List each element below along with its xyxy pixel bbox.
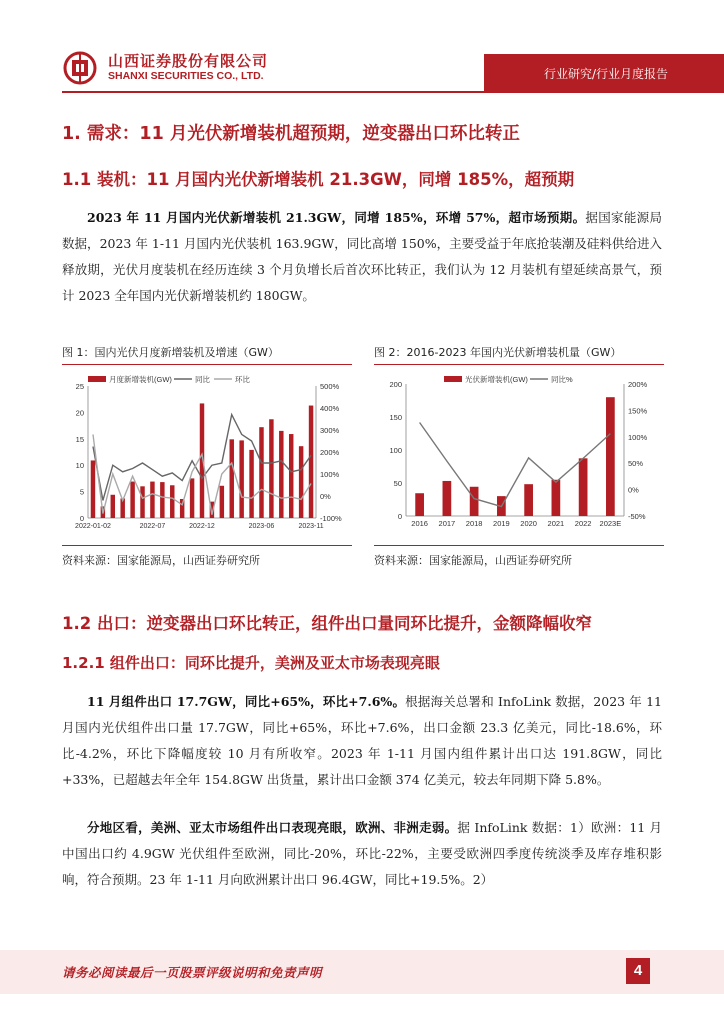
bar [259, 427, 263, 518]
x-tick-label: 2023E [599, 519, 622, 528]
x-tick-label: 2018 [465, 519, 483, 528]
legend-swatch-bar [88, 376, 106, 382]
x-tick-label: 2021 [547, 519, 565, 528]
paragraph-lead: 分地区看，美洲、亚太市场组件出口表现亮眼，欧洲、非洲走弱。 [87, 820, 458, 835]
bar [91, 460, 95, 518]
y-left-tick-label: 25 [75, 382, 84, 391]
chart-annual-installations [374, 368, 664, 544]
bar [552, 480, 561, 516]
y-left-tick-label: 5 [79, 487, 84, 497]
bar [269, 419, 273, 518]
bar [443, 481, 452, 516]
bar [220, 486, 224, 518]
section-heading-1-2: 1.2 出口：逆变器出口环比转正，组件出口量同环比提升，金额降幅收窄 [62, 614, 592, 633]
paragraph-lead: 11 月组件出口 17.7GW，同比+65%，环比+7.6%。 [87, 694, 406, 709]
bar [279, 431, 283, 518]
paragraph-regional-exports [62, 815, 662, 893]
y-left-tick-label: 0 [397, 512, 402, 521]
bar [524, 484, 533, 516]
bar [299, 446, 303, 518]
y-right-tick-label: 150% [628, 406, 648, 416]
x-tick-label: 2023-11 [298, 523, 324, 530]
section-heading-1-1: 1.1 装机：11 月国内光伏新增装机 21.3GW，同增 185%，超预期 [62, 170, 575, 189]
section-heading-1: 1. 需求：11 月光伏新增装机超预期，逆变器出口环比转正 [62, 124, 520, 144]
header-bar-fill [484, 54, 724, 92]
x-tick-label: 2022-01-02 [75, 523, 111, 530]
y-right-tick-label: 400% [320, 404, 340, 413]
figure-2-title: 图 2：2016-2023 年国内光伏新增装机量（GW） [374, 346, 622, 359]
y-left-tick-label: 0 [79, 514, 84, 523]
bar [579, 458, 588, 516]
bar [160, 482, 164, 518]
paragraph-body: 据 InfoLink 数据：1）欧洲：11 月中国出口约 4.9GW 光伏组件至欧洲，同比-20%，环比-22%，主要受欧洲四季度传统淡季及库存堆积影响，符合预期。23 年 1-11 月向欧洲累计出口 96.4GW，同比+19.5%。2） [62, 820, 662, 887]
y-right-tick-label: 200% [628, 380, 648, 389]
company-name-cn: 山西证券股份有限公司 [108, 52, 269, 70]
page-number: 4 [626, 958, 650, 984]
figure-1-source: 资料来源：国家能源局，山西证券研究所 [62, 554, 260, 567]
company-name-en: SHANXI SECURITIES CO., LTD. [108, 70, 264, 82]
legend-label: 环比 [235, 375, 250, 384]
bar [111, 495, 115, 518]
bar [606, 397, 615, 516]
bar [289, 434, 293, 518]
bar [239, 440, 243, 518]
y-right-tick-label: 500% [320, 382, 340, 391]
paragraph-body: 根据海关总署和 InfoLink 数据，2023 年 11 月国内光伏组件出口量 17.7GW，同比+65%，环比+7.6%，出口金额 23.3 亿美元，同比-18.6%，环比-4.2%，环比下降幅度较 10 月有所收窄。2023 年 1-11 月国内组件累计出口达 191.8GW，同比+33%，已超越去年全年 154.8GW 出货量，累计出口金额 374 亿美元，较去年同期下降 5.8%。 [62, 694, 662, 787]
figure-2-bottom-rule [374, 545, 664, 546]
figure-2-source: 资料来源：国家能源局，山西证券研究所 [374, 554, 572, 567]
y-right-tick-label: 300% [320, 426, 340, 435]
x-tick-label: 2023-06 [248, 523, 275, 530]
bar [140, 486, 144, 518]
y-right-tick-label: -50% [628, 512, 646, 521]
chart-monthly-installations [62, 368, 352, 544]
figure-1-title: 图 1：国内光伏月度新增装机及增速（GW） [62, 346, 279, 359]
header-bar [0, 54, 724, 92]
y-left-tick-label: 150 [389, 413, 402, 422]
y-right-tick-label: 0% [320, 492, 331, 501]
legend-label: 月度新增装机(GW) [109, 375, 172, 384]
y-left-tick-label: 200 [389, 380, 402, 389]
paragraph-installations [62, 205, 662, 309]
y-left-tick-label: 100 [389, 446, 402, 455]
y-right-tick-label: -100% [320, 514, 342, 523]
y-left-tick-label: 10 [75, 461, 84, 471]
x-tick-label: 2016 [411, 519, 428, 528]
x-tick-label: 2022 [574, 519, 592, 528]
footer-disclaimer[interactable]: 请务必阅读最后一页股票评级说明和免责声明 [62, 965, 323, 980]
y-right-tick-label: 50% [628, 459, 644, 469]
legend-label: 同比% [551, 375, 573, 384]
bar [130, 482, 134, 518]
y-right-tick-label: 100% [628, 432, 648, 442]
x-tick-label: 2020 [520, 519, 537, 528]
y-left-tick-label: 15 [75, 434, 84, 444]
x-tick-label: 2017 [438, 519, 456, 528]
y-left-tick-label: 50 [393, 479, 402, 488]
bar [150, 482, 154, 518]
bar [230, 439, 234, 518]
figure-2-top-rule [374, 364, 664, 365]
x-tick-label: 2022-12 [189, 523, 215, 530]
y-right-tick-label: 100% [320, 470, 340, 479]
bar [309, 406, 313, 518]
y-left-tick-label: 20 [75, 408, 84, 418]
bar [249, 450, 253, 518]
bar [190, 478, 194, 518]
paragraph-body: 据国家能源局数据，2023 年 1-11 月国内光伏装机 163.9GW，同比高增 150%，主要受益于年底抢装潮及硅料供给进入释放期，光伏月度装机在经历连续 3 个月负增长后首次环比转正，我们认为 12 月装机有望延续高景气，预计 2023 全年国内光伏新增装机约 180GW。 [62, 210, 662, 303]
paragraph-lead: 2023 年 11 月国内光伏新增装机 21.3GW，同增 185%，环增 57%，超市场预期。 [87, 210, 586, 225]
bar [415, 493, 424, 516]
y-right-tick-label: 200% [320, 448, 340, 457]
x-tick-label: 2022-07 [139, 523, 166, 530]
bar [470, 487, 479, 516]
header-divider [62, 91, 724, 93]
legend-label: 同比 [195, 375, 210, 384]
bar [170, 485, 174, 518]
y-right-tick-label: 0% [628, 485, 639, 495]
figure-1-bottom-rule [62, 545, 352, 546]
x-tick-label: 2019 [493, 519, 510, 528]
section-heading-1-2-1: 1.2.1 组件出口：同环比提升，美洲及亚太市场表现亮眼 [62, 654, 440, 672]
legend-label: 光伏新增装机(GW) [465, 375, 528, 384]
legend-swatch-bar [444, 376, 462, 382]
figure-1-top-rule [62, 364, 352, 365]
paragraph-module-exports [62, 689, 662, 793]
report-type: 行业研究/行业月度报告 [543, 67, 668, 81]
